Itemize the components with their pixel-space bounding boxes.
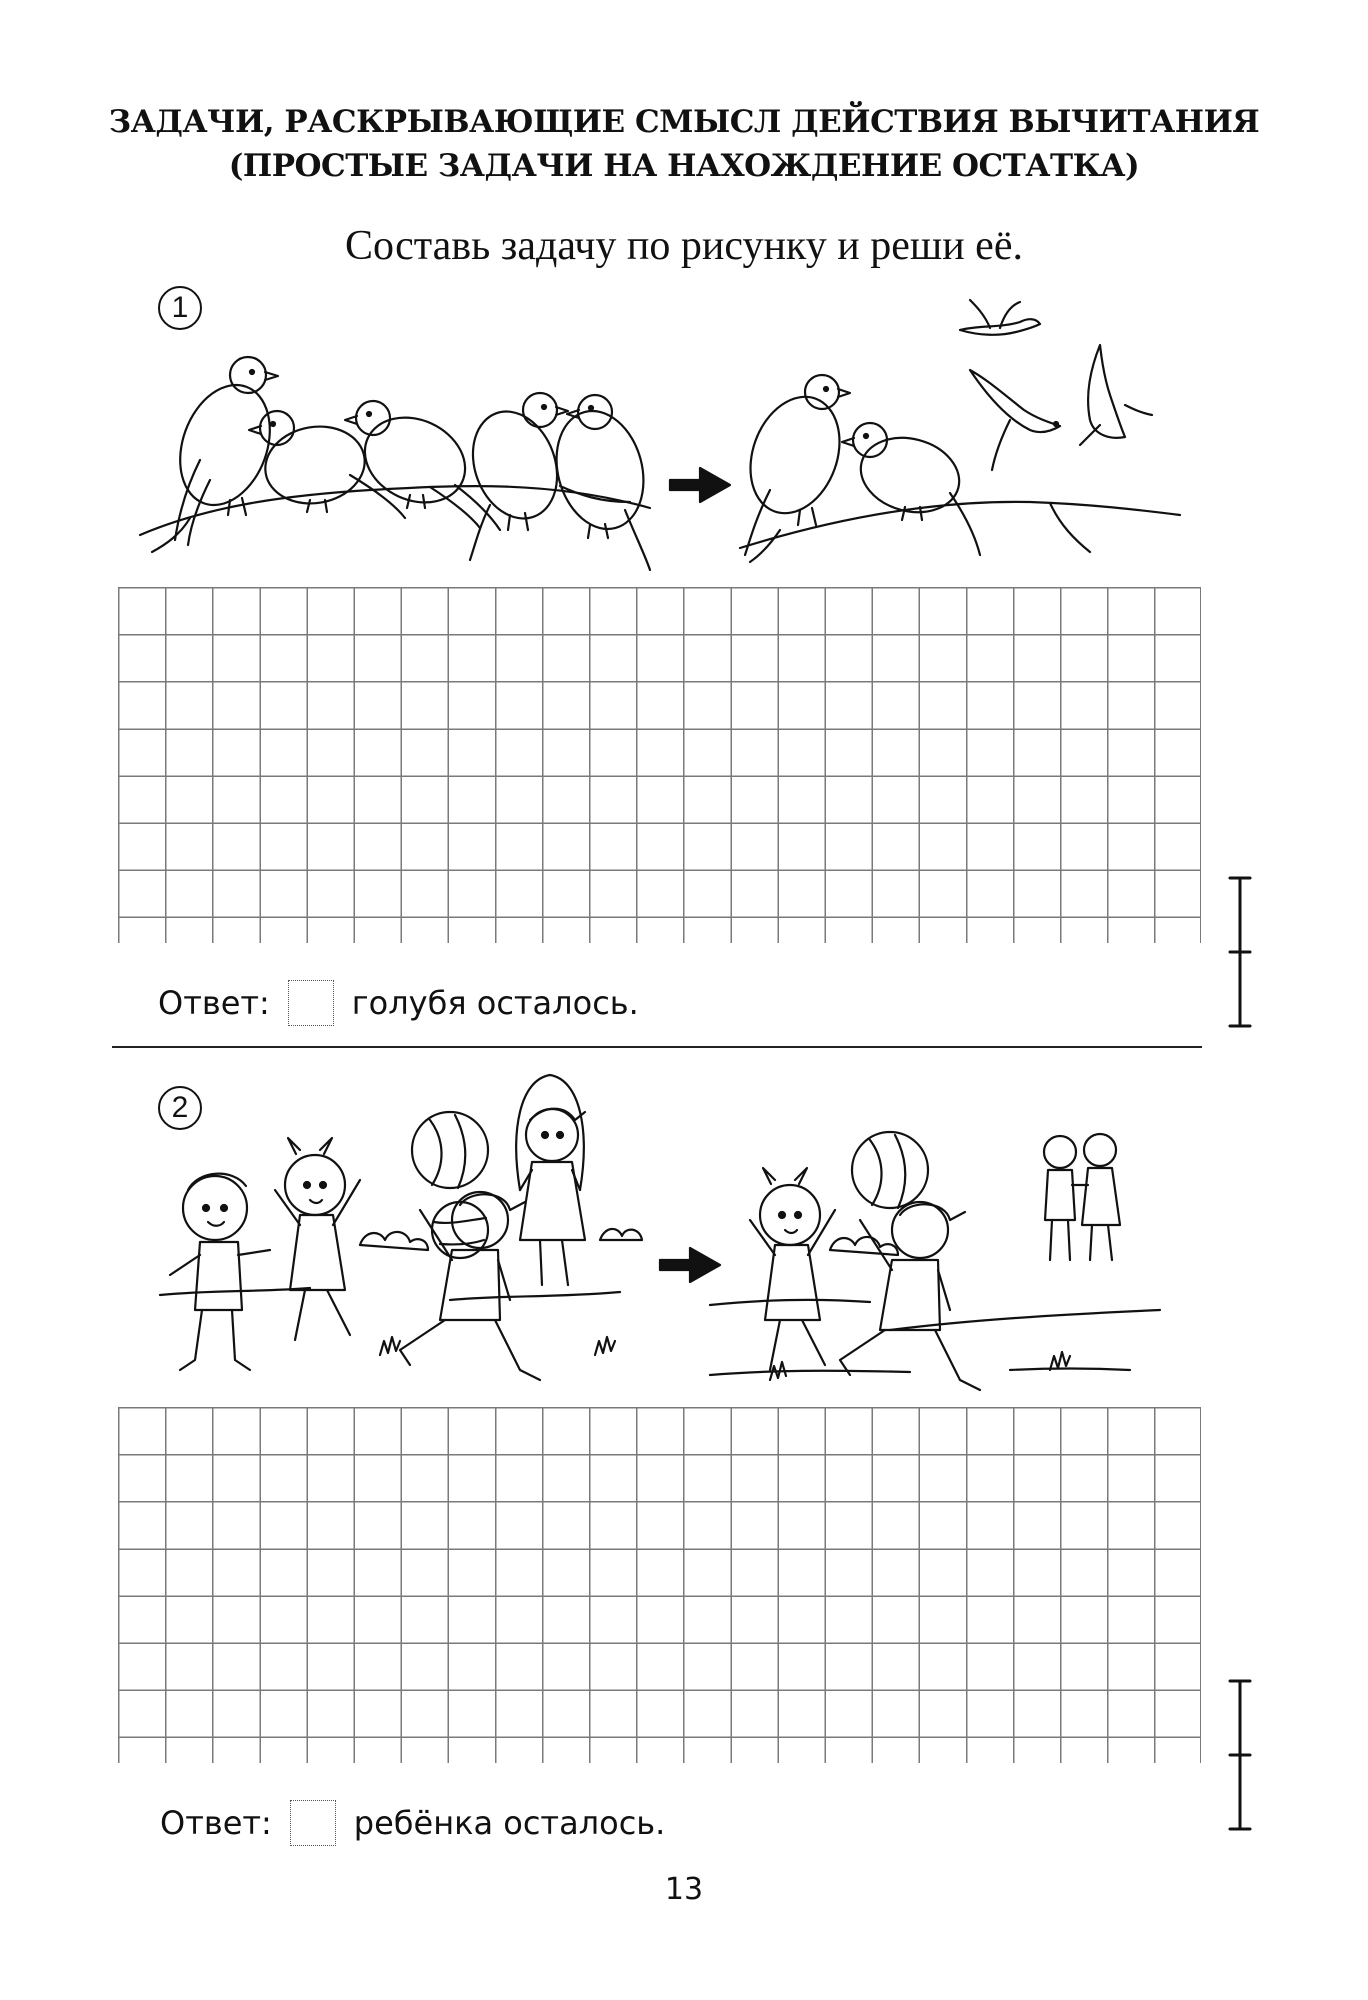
task-2-number: 2: [158, 1086, 202, 1130]
dove: [164, 357, 285, 545]
answer-text: ребёнка осталось.: [353, 1804, 666, 1842]
ball-icon: [412, 1112, 488, 1188]
arrow-icon: [670, 468, 730, 502]
task-1-number: 1: [158, 286, 202, 330]
task-2-solution-grid[interactable]: [118, 1407, 1201, 1763]
dove: [735, 375, 855, 555]
child-girl-jumprope: [516, 1075, 585, 1285]
children-walking-away: [1044, 1134, 1120, 1260]
ball-icon: [852, 1132, 928, 1208]
task-1-solution-grid[interactable]: [118, 587, 1201, 943]
page-heading-line-1: ЗАДАЧИ, РАСКРЫВАЮЩИЕ СМЫСЛ ДЕЙСТВИЯ ВЫЧИТАНИЯ: [108, 104, 1260, 140]
dove: [842, 423, 980, 555]
page-number: 13: [664, 1872, 704, 1907]
child-girl: [275, 1138, 360, 1340]
section-divider: [112, 1046, 1202, 1048]
dove: [249, 411, 405, 518]
dove: [345, 401, 500, 530]
side-marker: [1228, 872, 1252, 1032]
answer-label: Ответ:: [158, 984, 270, 1022]
flying-dove: [970, 370, 1060, 470]
child-boy: [170, 1174, 270, 1370]
flying-dove: [960, 300, 1040, 335]
answer-box[interactable]: [290, 1800, 336, 1846]
task-2-illustration: [150, 1070, 1170, 1390]
dove: [459, 393, 572, 560]
task-1-illustration: [130, 290, 1190, 580]
dove: [544, 395, 656, 570]
task-1-answer-line: [158, 980, 639, 1026]
task-2-answer-line: [160, 1800, 665, 1846]
arrow-icon: [660, 1248, 720, 1282]
answer-label: Ответ:: [160, 1804, 272, 1842]
answer-text: голубя осталось.: [351, 984, 639, 1022]
side-marker: [1228, 1675, 1252, 1835]
child-girl: [750, 1168, 835, 1370]
answer-box[interactable]: [288, 980, 334, 1026]
page-heading-line-2: (ПРОСТЫЕ ЗАДАЧИ НА НАХОЖДЕНИЕ ОСТАТКА): [228, 148, 1140, 184]
child-boy-cap: [840, 1202, 980, 1390]
instruction-text: Составь задачу по рисунку и реши её.: [345, 223, 1023, 269]
flying-dove: [1080, 345, 1152, 445]
